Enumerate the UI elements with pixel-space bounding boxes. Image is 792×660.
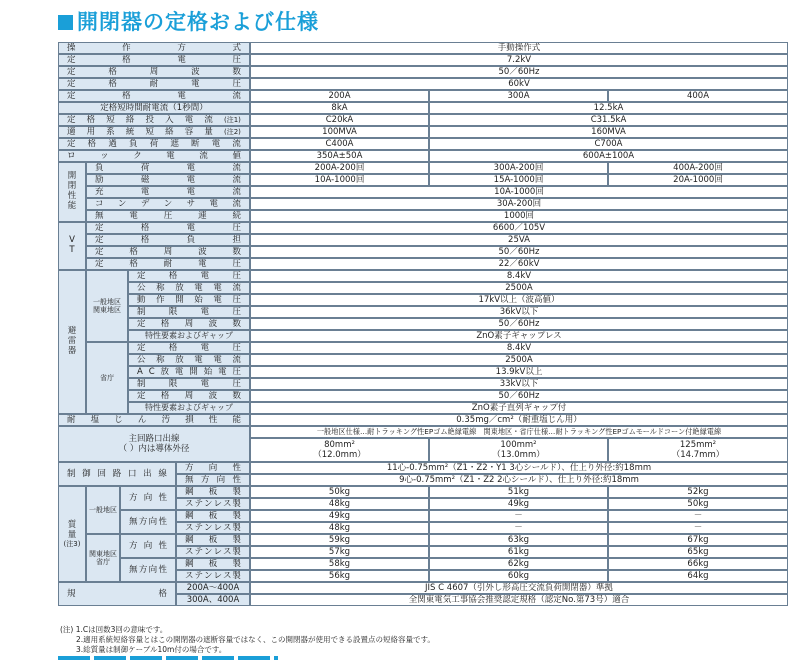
- spec-label: 無 方 向 性: [176, 474, 250, 486]
- spec-value: 60kV: [250, 78, 788, 90]
- spec-label: 定 格 負 担: [86, 234, 250, 246]
- spec-value: 36kV以下: [250, 306, 788, 318]
- spec-label: 特性要素およびギャップ: [128, 402, 250, 414]
- page-title: 開閉器の定格および仕様: [58, 6, 319, 36]
- spec-value: 50／60Hz: [250, 246, 788, 258]
- mass-value: 62kg: [429, 558, 608, 570]
- material-label: 鋼 板 製: [176, 486, 250, 498]
- direction-label: 無 方 向 性: [120, 558, 176, 582]
- mass-value: －: [608, 510, 788, 522]
- mass-value: 49kg: [250, 510, 429, 522]
- spec-label: 定 格 周 波 数: [128, 390, 250, 402]
- control-line-label: 制 御 回 路 口 出 線: [58, 462, 176, 486]
- mass-value: 64kg: [608, 570, 788, 582]
- main-line-value: 80mm² （12.0mm）: [250, 438, 429, 462]
- mass-value: 60kg: [429, 570, 608, 582]
- direction-label: 方 向 性: [120, 534, 176, 558]
- spec-label: ロ ッ ク 電 流 値: [58, 150, 250, 162]
- spec-value: 300A: [429, 90, 608, 102]
- spec-label: 充 電 電 流: [86, 186, 250, 198]
- material-label: ス テ ン レ ス 製: [176, 546, 250, 558]
- standard-label: 規 格: [58, 582, 176, 606]
- spec-value: 50／60Hz: [250, 390, 788, 402]
- title-square-icon: [58, 15, 73, 30]
- main-line-value: 125mm² （14.7mm）: [608, 438, 788, 462]
- spec-value: 30A-200回: [250, 198, 788, 210]
- material-label: ス テ ン レ ス 製: [176, 522, 250, 534]
- mass-value: 63kg: [429, 534, 608, 546]
- main-line-label: 主回路口出線 （ ）内は導体外径: [58, 426, 250, 462]
- label-note: (注1): [224, 115, 241, 124]
- spec-value: 13.9kV以上: [250, 366, 788, 378]
- spec-value: 160MVA: [429, 126, 788, 138]
- standard-value: JIS C 4607（引外し形高圧交流負荷開閉器）準拠: [250, 582, 788, 594]
- spec-value: 11心-0.75mm²（Z1・Z2・Y1 3心シールド）、仕上り外径:約18mm: [250, 462, 788, 474]
- spec-value: 300A-200回: [429, 162, 608, 174]
- standard-range: 200A～400A: [176, 582, 250, 594]
- mass-value: 56kg: [250, 570, 429, 582]
- spec-label: 定 格 過 負 荷 遮 断 電 流: [58, 138, 250, 150]
- area-label: 関東地区 省庁: [86, 534, 120, 582]
- material-label: 鋼 板 製: [176, 534, 250, 546]
- mass-value: －: [608, 522, 788, 534]
- mass-value: 65kg: [608, 546, 788, 558]
- spec-value: ZnO素子ギャップレス: [250, 330, 788, 342]
- spec-value: 200A: [250, 90, 429, 102]
- spec-value: 1000回: [250, 210, 788, 222]
- material-label: 鋼 板 製: [176, 510, 250, 522]
- spec-value: 33kV以下: [250, 378, 788, 390]
- spec-label: 方 向 性: [176, 462, 250, 474]
- spec-label: A C 放 電 開 始 電 圧: [128, 366, 250, 378]
- group-label-switching: 開 閉 性 能: [58, 162, 86, 222]
- spec-label: 定 格 電 圧: [58, 54, 250, 66]
- spec-label: 負 荷 電 流: [86, 162, 250, 174]
- standard-value: 全関東電気工事協会推奨認定規格（認定No.第73号）適合: [250, 594, 788, 606]
- area-label: 省庁: [86, 342, 128, 414]
- group-label-vt: V T: [58, 222, 86, 270]
- spec-label: 励 磁 電 流: [86, 174, 250, 186]
- spec-value: 9心-0.75mm²（Z1・Z2 2心シールド）、仕上り外径:約18mm: [250, 474, 788, 486]
- spec-value: 50／60Hz: [250, 66, 788, 78]
- spec-value: 400A-200回: [608, 162, 788, 174]
- spec-label: 定 格 周 波 数: [86, 246, 250, 258]
- spec-label: 定 格 周 波 数: [128, 318, 250, 330]
- group-label-mass: 質 量 (注3): [58, 486, 86, 582]
- note-1: (注) 1.Cは回数3回の意味です。: [60, 625, 168, 634]
- spec-label: 制 限 電 圧: [128, 378, 250, 390]
- spec-value: 7.2kV: [250, 54, 788, 66]
- spec-label: 操 作 方 式: [58, 42, 250, 54]
- direction-label: 方 向 性: [120, 486, 176, 510]
- spec-label: 定 格 電 流: [58, 90, 250, 102]
- spec-table: [58, 42, 788, 622]
- main-line-value: 100mm² （13.0mm）: [429, 438, 608, 462]
- spec-value: 25VA: [250, 234, 788, 246]
- spec-value: 400A: [608, 90, 788, 102]
- label-note: (注2): [224, 127, 241, 136]
- mass-value: 51kg: [429, 486, 608, 498]
- spec-value: 12.5kA: [429, 102, 788, 114]
- area-label: 一般地区 関東地区: [86, 270, 128, 342]
- spec-label: 定 格 電 圧: [86, 222, 250, 234]
- spec-value: 2500A: [250, 282, 788, 294]
- main-line-header: 一般地区仕様…耐トラッキング性EPゴム絶縁電線 関東地区・省庁仕様…耐トラッキング性EPゴムモールドコーン付絶縁電線: [250, 426, 788, 438]
- spec-value: 15A-1000回: [429, 174, 608, 186]
- spec-label: 特性要素およびギャップ: [128, 330, 250, 342]
- spec-label: 定 格 耐 電 圧: [86, 258, 250, 270]
- spec-value: C20kA: [250, 114, 429, 126]
- material-label: ス テ ン レ ス 製: [176, 570, 250, 582]
- mass-value: 48kg: [250, 498, 429, 510]
- spec-label: 動 作 開 始 電 圧: [128, 294, 250, 306]
- standard-range: 300A、400A: [176, 594, 250, 606]
- material-label: ス テ ン レ ス 製: [176, 498, 250, 510]
- spec-label: コ ン デ ン サ 電 流: [86, 198, 250, 210]
- spec-value: 20A-1000回: [608, 174, 788, 186]
- spec-label: 無 電 圧 連 続: [86, 210, 250, 222]
- spec-label: 定格短時間耐電流（1秒間）: [58, 102, 250, 114]
- mass-value: －: [429, 510, 608, 522]
- mass-value: 48kg: [250, 522, 429, 534]
- mass-value: 50kg: [250, 486, 429, 498]
- spec-label: 定 格 耐 電 圧: [58, 78, 250, 90]
- mass-value: 52kg: [608, 486, 788, 498]
- spec-value: 10A-1000回: [250, 186, 788, 198]
- spec-label: 定 格 電 圧: [128, 270, 250, 282]
- spec-value: 0.35mg／cm²（耐重塩じん用）: [250, 414, 788, 426]
- area-label: 一般地区: [86, 486, 120, 534]
- spec-value: 8kA: [250, 102, 429, 114]
- spec-value: 22／60kV: [250, 258, 788, 270]
- spec-value: 手動操作式: [250, 42, 788, 54]
- mass-value: 50kg: [608, 498, 788, 510]
- spec-label: 定 格 周 波 数: [58, 66, 250, 78]
- spec-value: 50／60Hz: [250, 318, 788, 330]
- mass-value: －: [429, 522, 608, 534]
- spec-value: 10A-1000回: [250, 174, 429, 186]
- spec-value: 8.4kV: [250, 342, 788, 354]
- spec-value: 350A±50A: [250, 150, 429, 162]
- spec-value: 2500A: [250, 354, 788, 366]
- spec-label: 制 限 電 圧: [128, 306, 250, 318]
- spec-value: C700A: [429, 138, 788, 150]
- mass-value: 61kg: [429, 546, 608, 558]
- spec-label: 定 格 短 絡 投 入 電 流 (注1): [58, 114, 250, 126]
- mass-value: 58kg: [250, 558, 429, 570]
- decorative-bar: [58, 656, 278, 660]
- material-label: 鋼 板 製: [176, 558, 250, 570]
- spec-label: 定 格 電 圧: [128, 342, 250, 354]
- mass-value: 49kg: [429, 498, 608, 510]
- spec-label: 公 称 放 電 電 流: [128, 282, 250, 294]
- note-3: 3.総質量は制御ケーブル10m付の場合です。: [76, 645, 227, 654]
- spec-value: 100MVA: [250, 126, 429, 138]
- direction-label: 無 方 向 性: [120, 510, 176, 534]
- spec-value: C31.5kA: [429, 114, 788, 126]
- spec-value: C400A: [250, 138, 429, 150]
- mass-value: 57kg: [250, 546, 429, 558]
- mass-value: 59kg: [250, 534, 429, 546]
- spec-label: 適 用 系 統 短 絡 容 量 (注2): [58, 126, 250, 138]
- spec-label: 公 称 放 電 電 流: [128, 354, 250, 366]
- spec-value: 200A-200回: [250, 162, 429, 174]
- spec-value: 600A±100A: [429, 150, 788, 162]
- spec-value: 17kV以上（波高値）: [250, 294, 788, 306]
- spec-value: 8.4kV: [250, 270, 788, 282]
- spec-value: ZnO素子直列ギャップ付: [250, 402, 788, 414]
- mass-value: 66kg: [608, 558, 788, 570]
- note-2: 2.適用系統短絡容量とはこの開閉器の遮断容量ではなく、この開閉器が使用できる設置点の短絡容量です。: [76, 635, 435, 644]
- mass-value: 67kg: [608, 534, 788, 546]
- spec-value: 6600／105V: [250, 222, 788, 234]
- group-label-arrester: 避 雷 器: [58, 270, 86, 414]
- spec-label: 耐 塩 じ ん 汚 損 性 能: [58, 414, 250, 426]
